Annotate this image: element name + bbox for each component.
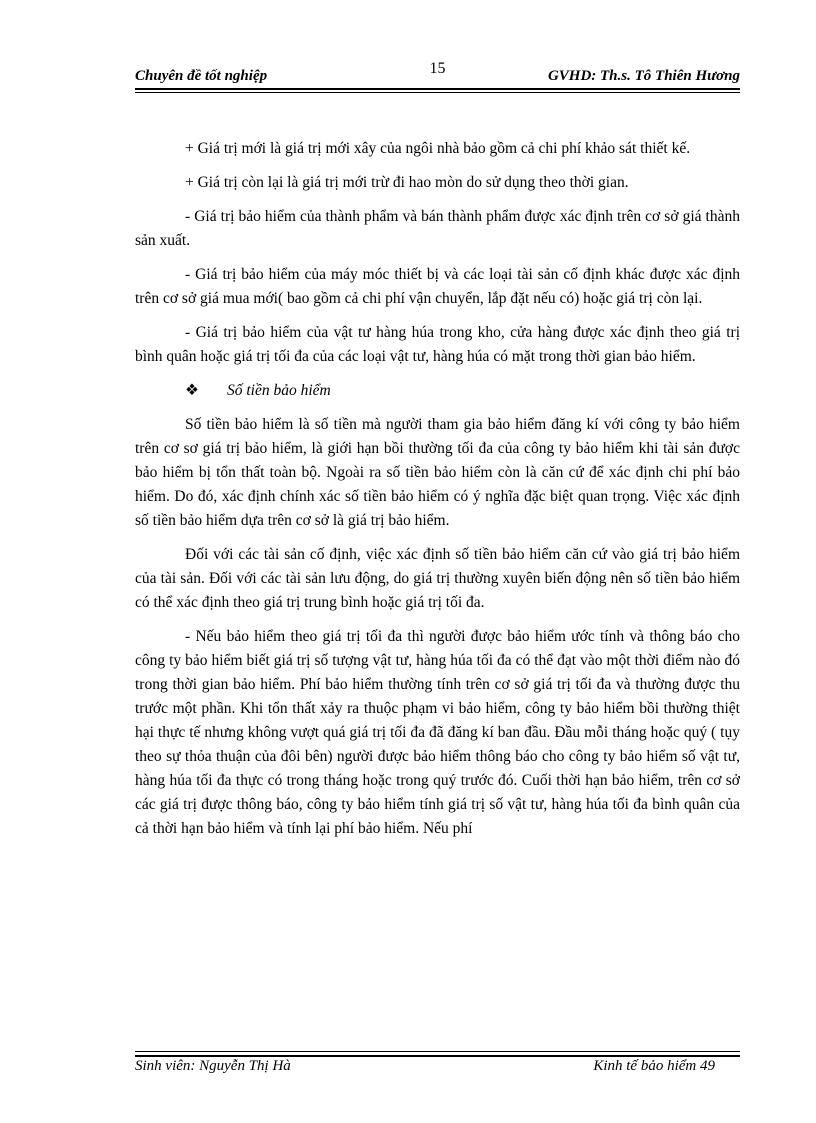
- paragraph-sum-insured-definition: Số tiền bảo hiểm là số tiền mà người tham gia bảo hiểm đăng kí với công ty bảo hiểm trên cơ sơ giá trị bảo hiểm, là giới hạn bồi thường tối đa của công ty bảo hiểm khi tài sản được bảo hiểm bị tổn thất toàn bộ. Ngoài ra số tiền bảo hiểm còn là căn cứ để xác định chi phí bảo hiểm. Do đó, xác định chính xác số tiền bảo hiểm có ý nghĩa đặc biệt quan trọng. Việc xác định số tiền bảo hiểm dựa trên cơ sở là giá trị bảo hiểm.: [135, 416, 740, 529]
- footer-student: Sinh viên: Nguyễn Thị Hà: [135, 1058, 291, 1074]
- page-body: [135, 137, 740, 851]
- page-header: [135, 60, 740, 90]
- header-rule-thin: [135, 92, 740, 93]
- paragraph-new-value: + Giá trị mới là giá trị mới xây của ngôi nhà bảo gồm cả chi phí khảo sát thiết kế.: [185, 140, 691, 157]
- paragraph-maximum-value: - Nếu bảo hiểm theo giá trị tối đa thì người được bảo hiểm ước tính và thông báo cho công ty bảo hiểm biết giá trị số tượng vật tư, hàng húa tối đa có thể đạt vào một thời điểm nào đó trong thời gian bảo hiểm. Phí bảo hiểm thường tính trên cơ sở giá trị tối đa và thường được thu trước một phần. Khi tổn thất xảy ra thuộc phạm vi bảo hiểm, công ty bảo hiểm bồi thường thiệt hại thực tế nhưng không vượt quá giá trị tối đa đã đăng kí ban đầu. Đầu mỗi tháng hoặc quý ( tụy theo sự thỏa thuận của đôi bên) người được bảo hiểm thông báo cho công ty bảo hiểm số vật tư, hàng húa tối đa thực có trong tháng hoặc trong quý trước đó. Cuối thời hạn bảo hiểm, trên cơ sở các giá trị được thông báo, công ty bảo hiểm tính giá trị số vật tư, hàng húa tối đa bình quân của cả thời hạn bảo hiểm và tính lại phí bảo hiểm. Nếu phí: [135, 628, 740, 837]
- section-heading-text: Số tiền bảo hiểm: [227, 382, 331, 399]
- paragraph-finished-goods: - Giá trị bảo hiểm của thành phẩm và bán thành phẩm được xác định trên cơ sở giá thành sản xuất.: [135, 208, 740, 249]
- section-heading-sum-insured: [135, 379, 740, 403]
- paragraph-inventory: - Giá trị bảo hiểm của vật tư hàng húa trong kho, cửa hàng được xác định theo giá trị bình quân hoặc giá trị tối đa của các loại vật tư, hàng húa có mặt trong thời gian bảo hiểm.: [135, 324, 740, 365]
- footer-rule-thick: [135, 1055, 740, 1057]
- footer-rule-thin: [135, 1051, 740, 1052]
- paragraph-remaining-value: + Giá trị còn lại là giá trị mới trừ đi hao mòn do sử dụng theo thời gian.: [185, 174, 629, 191]
- page-number: 15: [429, 60, 446, 77]
- header-supervisor: GVHD: Th.s. Tô Thiên Hương: [547, 68, 740, 84]
- diamond-bullet-icon: ❖: [185, 382, 199, 399]
- header-document-type: Chuyên đề tốt nghiệp: [135, 68, 268, 84]
- paragraph-machinery: - Giá trị bảo hiểm của máy móc thiết bị và các loại tài sản cố định khác được xác định trên cơ sở giá mua mới( bao gồm cả chi phí vận chuyển, lắp đặt nếu có) hoặc giá trị còn lại.: [135, 266, 740, 307]
- footer-class: Kinh tế bảo hiểm 49: [593, 1058, 715, 1074]
- paragraph-fixed-current-assets: Đối với các tài sản cố định, việc xác định số tiền bảo hiểm căn cứ vào giá trị bảo hiểm của tài sản. Đối với các tài sản lưu động, do giá trị thường xuyên biến động nên số tiền bảo hiểm có thể xác định theo giá trị trung bình hoặc giá trị tối đa.: [135, 546, 740, 611]
- header-rule-thick: [135, 88, 740, 90]
